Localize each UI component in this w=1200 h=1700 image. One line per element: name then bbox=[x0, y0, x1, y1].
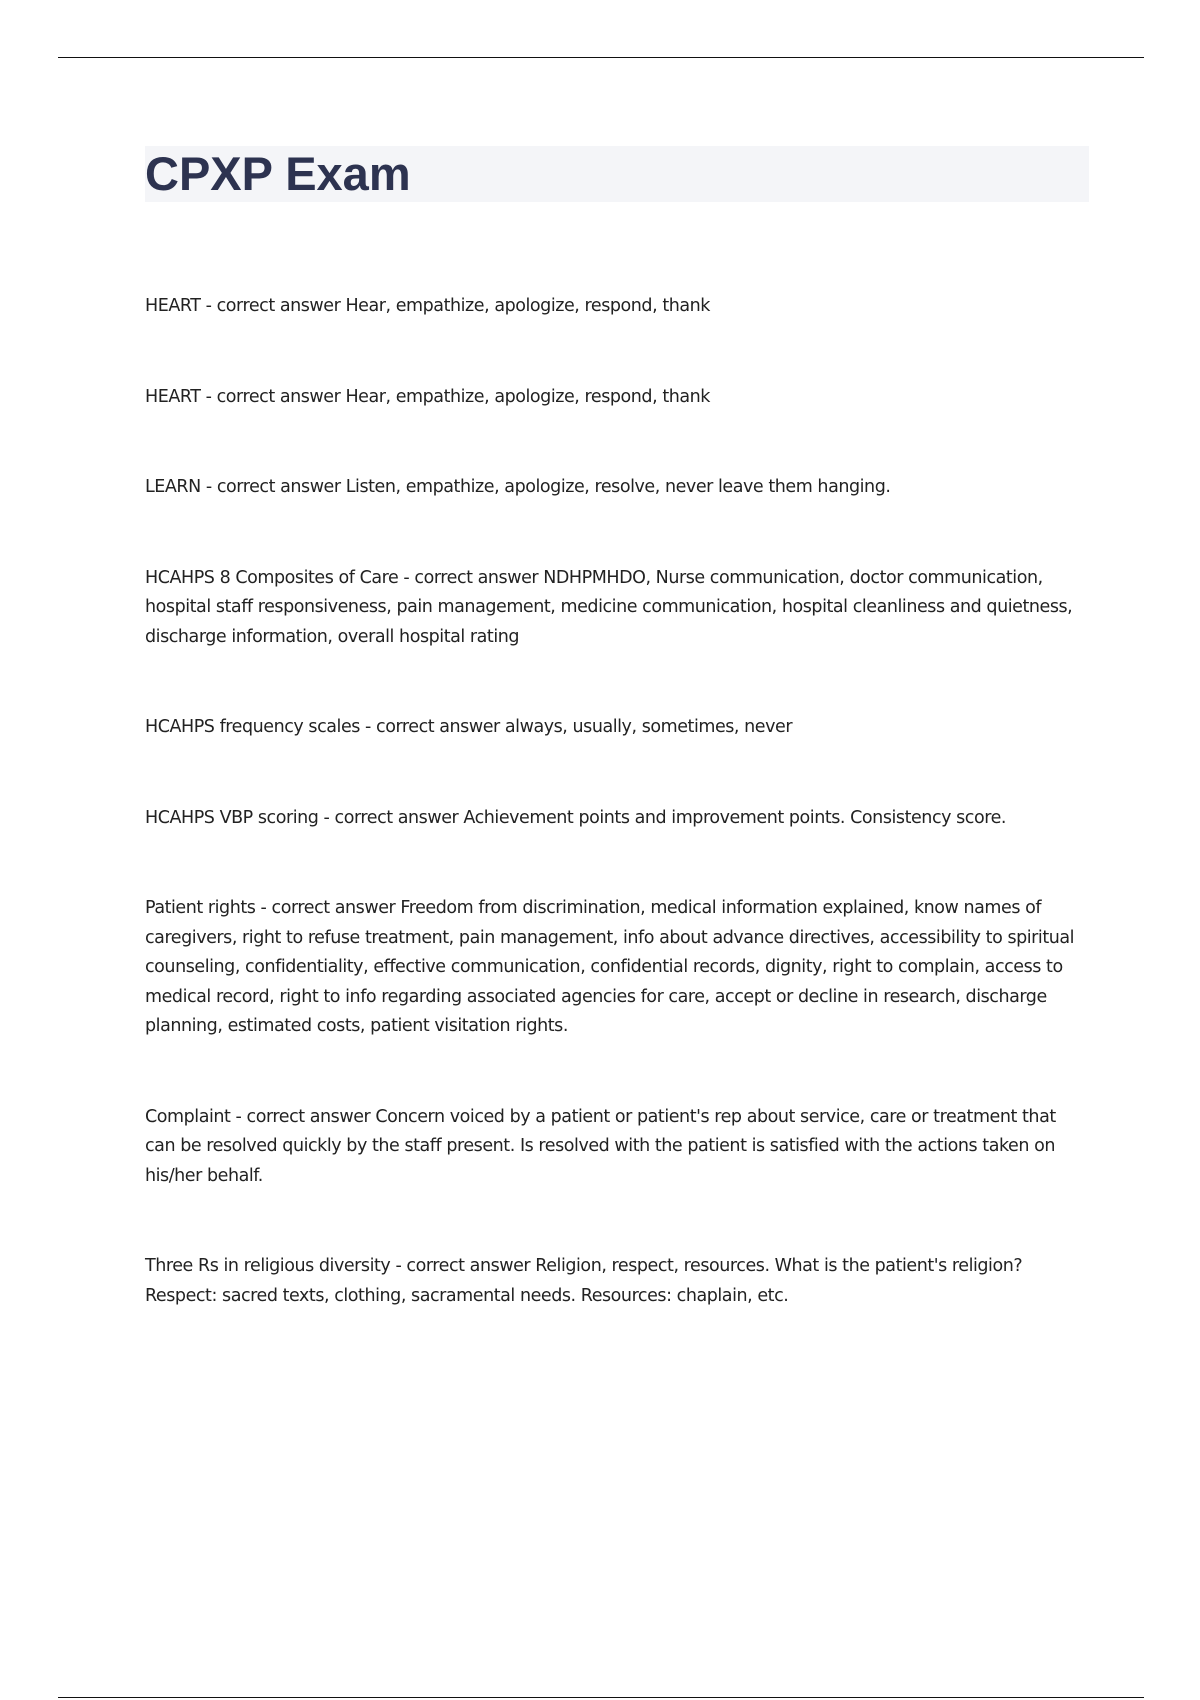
qa-answer: Concern voiced by a patient or patient's rep about service, care or treatment that can be resolved quickly by the staff present. Is resolved with the patient is satisfied with the actions taken on his/her behalf. bbox=[145, 1106, 1056, 1186]
qa-item bbox=[145, 804, 1090, 834]
qa-item bbox=[145, 1252, 1090, 1311]
qa-item bbox=[145, 1103, 1090, 1192]
qa-separator: - correct answer bbox=[230, 1106, 376, 1127]
qa-term: LEARN bbox=[145, 477, 201, 497]
qa-list bbox=[145, 292, 1090, 1372]
qa-answer: Hear, empathize, apologize, respond, thank bbox=[345, 386, 710, 407]
qa-term: HEART bbox=[145, 386, 201, 407]
qa-separator: - correct answer bbox=[200, 386, 346, 407]
qa-term: HCAHPS 8 Composites of Care bbox=[145, 567, 399, 588]
qa-term: HCAHPS VBP scoring bbox=[145, 807, 319, 828]
qa-item bbox=[145, 292, 1090, 322]
qa-term: Three Rs in religious diversity bbox=[145, 1256, 391, 1276]
document-title: CPXP Exam bbox=[145, 147, 411, 200]
qa-separator: - correct answer bbox=[390, 1256, 536, 1276]
qa-term: Patient rights bbox=[145, 898, 256, 918]
qa-separator: - correct answer bbox=[255, 898, 401, 918]
qa-separator: - correct answer bbox=[359, 717, 505, 737]
qa-answer: Achievement points and improvement points. Consistency score. bbox=[463, 807, 1007, 828]
qa-item bbox=[145, 473, 1090, 503]
qa-answer: Listen, empathize, apologize, resolve, never leave them hanging. bbox=[345, 477, 891, 497]
qa-answer: Religion, respect, resources. What is the patient's religion? Respect: sacred texts, clothing, sacramental needs. Resources: chaplain, etc. bbox=[145, 1256, 1023, 1306]
qa-answer: NDHPMHDO, Nurse communication, doctor communication, hospital staff responsiveness, pain management, medicine communication, hospital cleanliness and quietness, discharge information, overall hospital rating bbox=[145, 567, 1073, 647]
qa-answer: Hear, empathize, apologize, respond, thank bbox=[345, 296, 710, 316]
qa-term: Complaint bbox=[145, 1106, 231, 1127]
qa-separator: - correct answer bbox=[200, 296, 346, 316]
qa-term: HCAHPS frequency scales bbox=[145, 717, 360, 737]
qa-answer: Freedom from discrimination, medical information explained, know names of caregivers, right to refuse treatment, pain management, info about advance directives, accessibility to spiritual counseling, confidentiality, effective communication, confidential records, dignity, right to complain, access to medical record, right to info regarding associated agencies for care, accept or decline in research, discharge planning, estimated costs, patient visitation rights. bbox=[145, 898, 1075, 1036]
top-rule bbox=[58, 57, 1144, 58]
qa-separator: - correct answer bbox=[318, 807, 464, 828]
qa-item bbox=[145, 564, 1090, 653]
bottom-rule bbox=[58, 1697, 1144, 1698]
qa-separator: - correct answer bbox=[398, 567, 544, 588]
qa-answer: always, usually, sometimes, never bbox=[504, 717, 793, 737]
qa-item bbox=[145, 894, 1090, 1042]
qa-item bbox=[145, 383, 1090, 413]
qa-separator: - correct answer bbox=[200, 477, 346, 497]
qa-term: HEART bbox=[145, 296, 201, 316]
qa-item bbox=[145, 713, 1090, 743]
